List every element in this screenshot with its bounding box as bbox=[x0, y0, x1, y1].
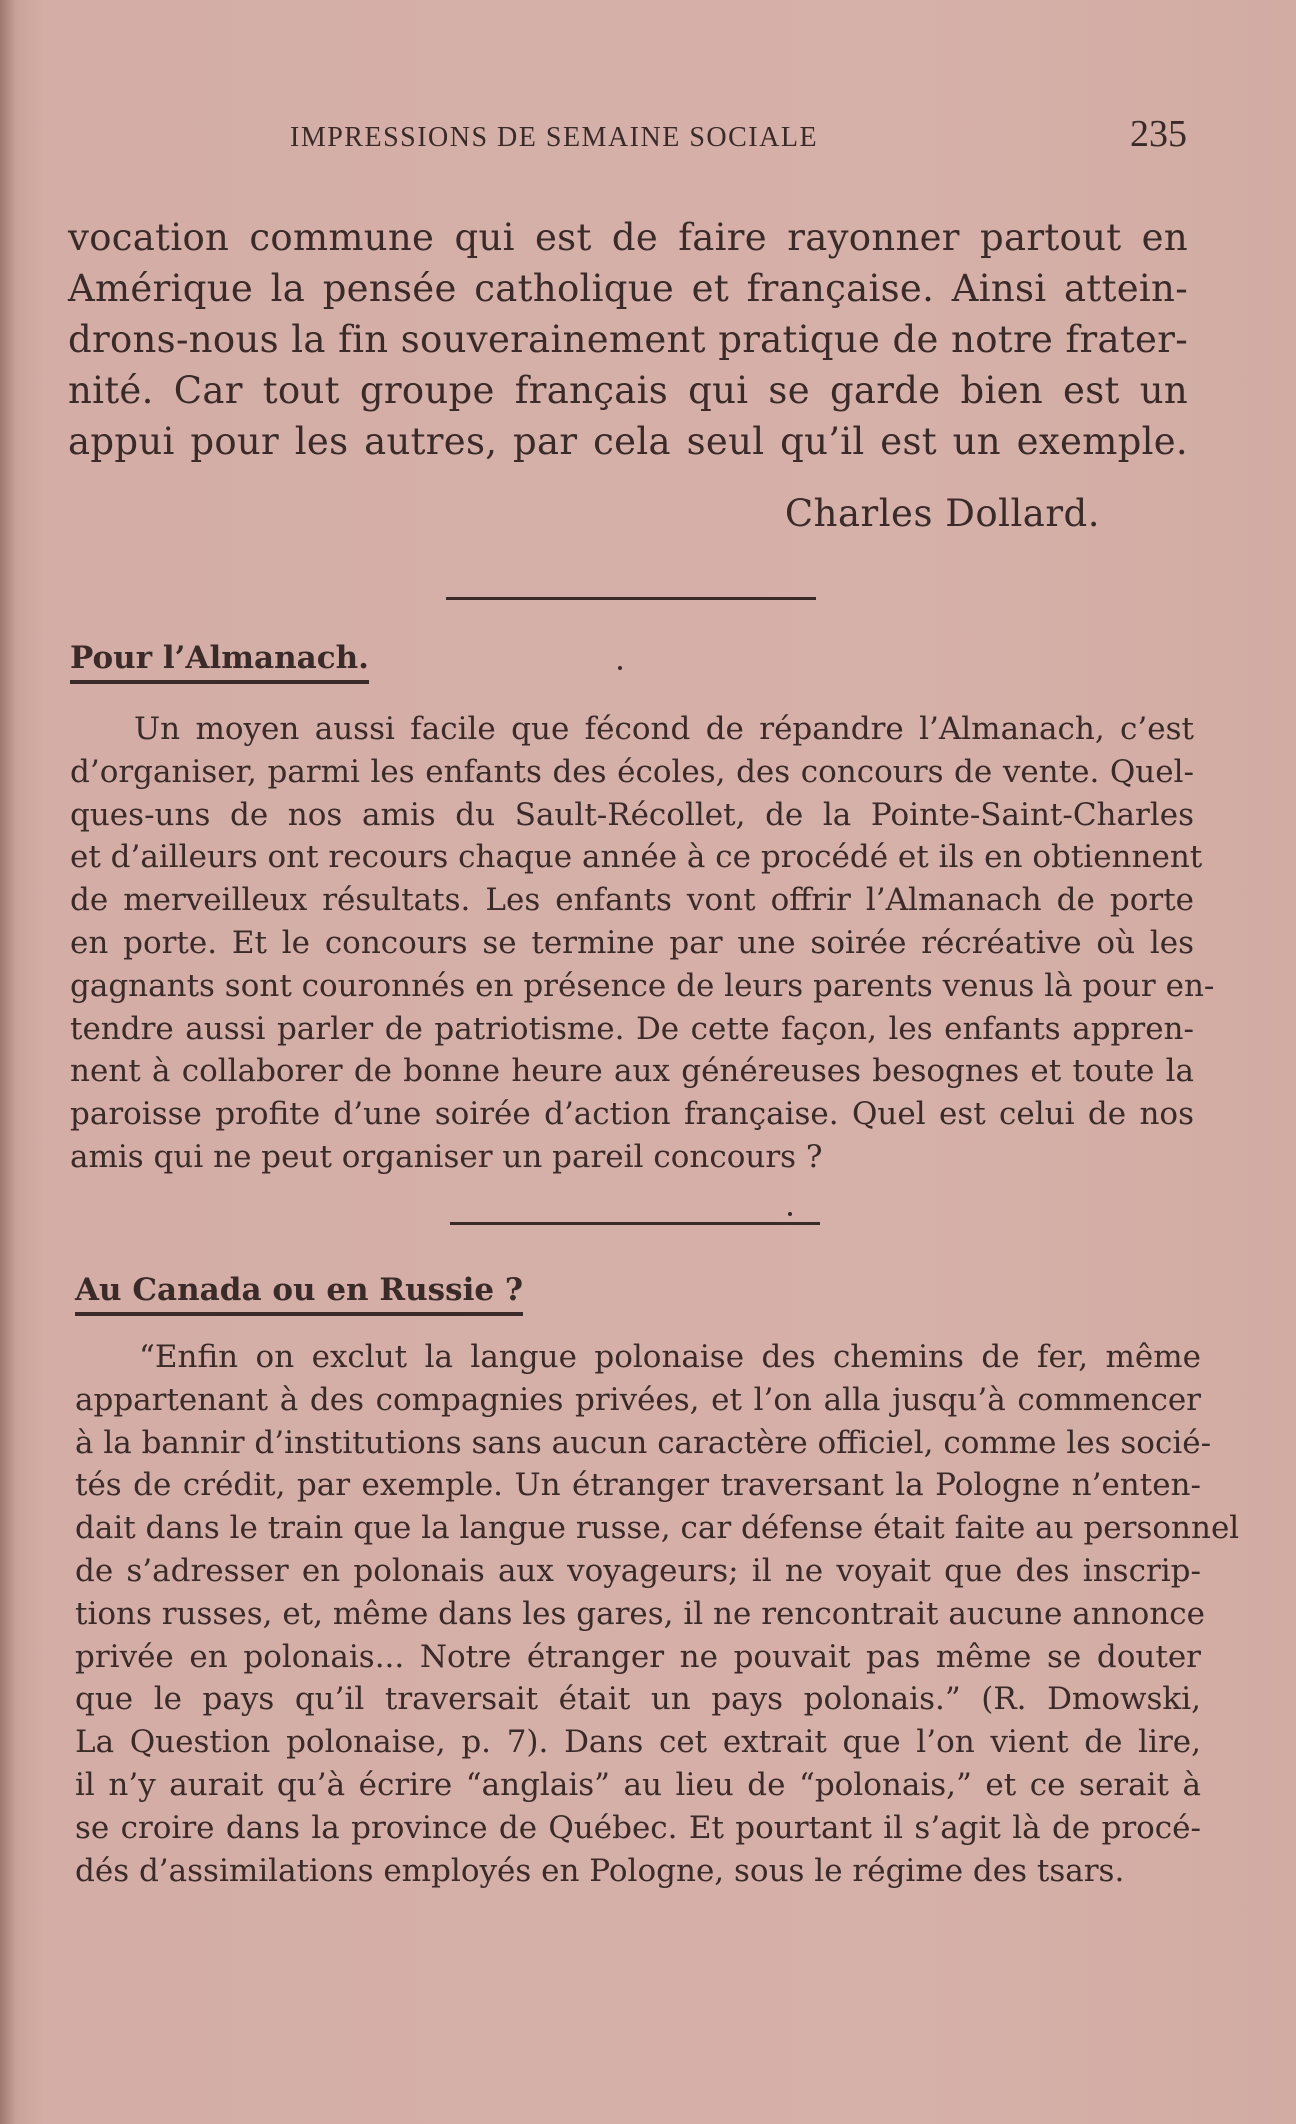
canada-russie-paragraph bbox=[75, 1336, 1240, 1892]
text-line: à la bannir d’institutions sans aucun caractère officiel, comme les socié- bbox=[75, 1424, 1212, 1461]
text-line: appartenant à des compagnies privées, et l’on alla jusqu’à commencer bbox=[75, 1381, 1201, 1418]
text-line: ques-uns de nos amis du Sault-Récollet, de la Pointe-Saint-Charles bbox=[70, 796, 1194, 833]
text-line: nité. Car tout groupe français qui se garde bien est un bbox=[68, 369, 1188, 412]
page-header bbox=[290, 112, 1190, 156]
section-divider bbox=[446, 597, 816, 600]
text-line: en porte. Et le concours se termine par une soirée récréative où les bbox=[70, 924, 1194, 961]
section-heading-canada-russie: Au Canada ou en Russie ? bbox=[75, 1272, 523, 1316]
intro-paragraph bbox=[68, 212, 1188, 467]
text-line: il n’y aurait qu’à écrire “anglais” au lieu de “polonais,” et ce serait à bbox=[75, 1766, 1201, 1803]
almanach-paragraph bbox=[70, 708, 1215, 1179]
text-line: et d’ailleurs ont recours chaque année à ce procédé et ils en obtiennent bbox=[70, 839, 1203, 876]
text-line: appui pour les autres, par cela seul qu’il est un exemple. bbox=[68, 420, 1188, 463]
text-line: privée en polonais... Notre étranger ne pouvait pas même se douter bbox=[75, 1638, 1201, 1675]
text-line: dait dans le train que la langue russe, car défense était faite au personnel bbox=[75, 1510, 1240, 1547]
text-line: de merveilleux résultats. Les enfants vont offrir l’Almanach de porte bbox=[70, 882, 1194, 919]
section-heading-almanach: Pour l’Almanach. bbox=[70, 640, 369, 684]
author-signature: Charles Dollard. bbox=[784, 492, 1100, 535]
section-divider bbox=[450, 1222, 820, 1225]
text-line: nent à collaborer de bonne heure aux généreuses besognes et toute la bbox=[70, 1053, 1194, 1090]
text-line: Amérique la pensée catholique et française. Ainsi attein- bbox=[68, 267, 1188, 310]
text-line: tés de crédit, par exemple. Un étranger traversant la Pologne n’enten- bbox=[75, 1467, 1201, 1504]
text-line: d’organiser, parmi les enfants des écoles, des concours de vente. Quel- bbox=[70, 753, 1194, 790]
text-line: “Enfin on exclut la langue polonaise des chemins de fer, même bbox=[139, 1339, 1201, 1375]
speck bbox=[788, 1212, 792, 1216]
text-line: gagnants sont couronnés en présence de leurs parents venus là pour en- bbox=[70, 967, 1215, 1004]
text-line: de s’adresser en polonais aux voyageurs; il ne voyait que des inscrip- bbox=[75, 1552, 1201, 1589]
text-line: amis qui ne peut organiser un pareil concours ? bbox=[70, 1138, 823, 1175]
running-title: IMPRESSIONS DE SEMAINE SOCIALE bbox=[290, 122, 819, 153]
text-line: La Question polonaise, p. 7). Dans cet extrait que l’on vient de lire, bbox=[75, 1724, 1201, 1761]
speck bbox=[618, 666, 622, 670]
text-line: Un moyen aussi facile que fécond de répandre l’Almanach, c’est bbox=[134, 711, 1194, 747]
page-number: 235 bbox=[1130, 113, 1187, 155]
text-line: tions russes, et, même dans les gares, il ne rencontrait aucune annonce bbox=[75, 1595, 1206, 1632]
text-line: que le pays qu’il traversait était un pays polonais.” (R. Dmowski, bbox=[75, 1681, 1201, 1718]
text-line: dés d’assimilations employés en Pologne, sous le régime des tsars. bbox=[75, 1852, 1125, 1889]
text-line: drons-nous la fin souverainement pratique de notre frater- bbox=[68, 318, 1188, 361]
text-line: se croire dans la province de Québec. Et pourtant il s’agit là de procé- bbox=[75, 1809, 1201, 1846]
text-line: paroisse profite d’une soirée d’action française. Quel est celui de nos bbox=[70, 1096, 1194, 1133]
text-line: tendre aussi parler de patriotisme. De cette façon, les enfants appren- bbox=[70, 1010, 1194, 1047]
text-line: vocation commune qui est de faire rayonner partout en bbox=[68, 216, 1188, 259]
